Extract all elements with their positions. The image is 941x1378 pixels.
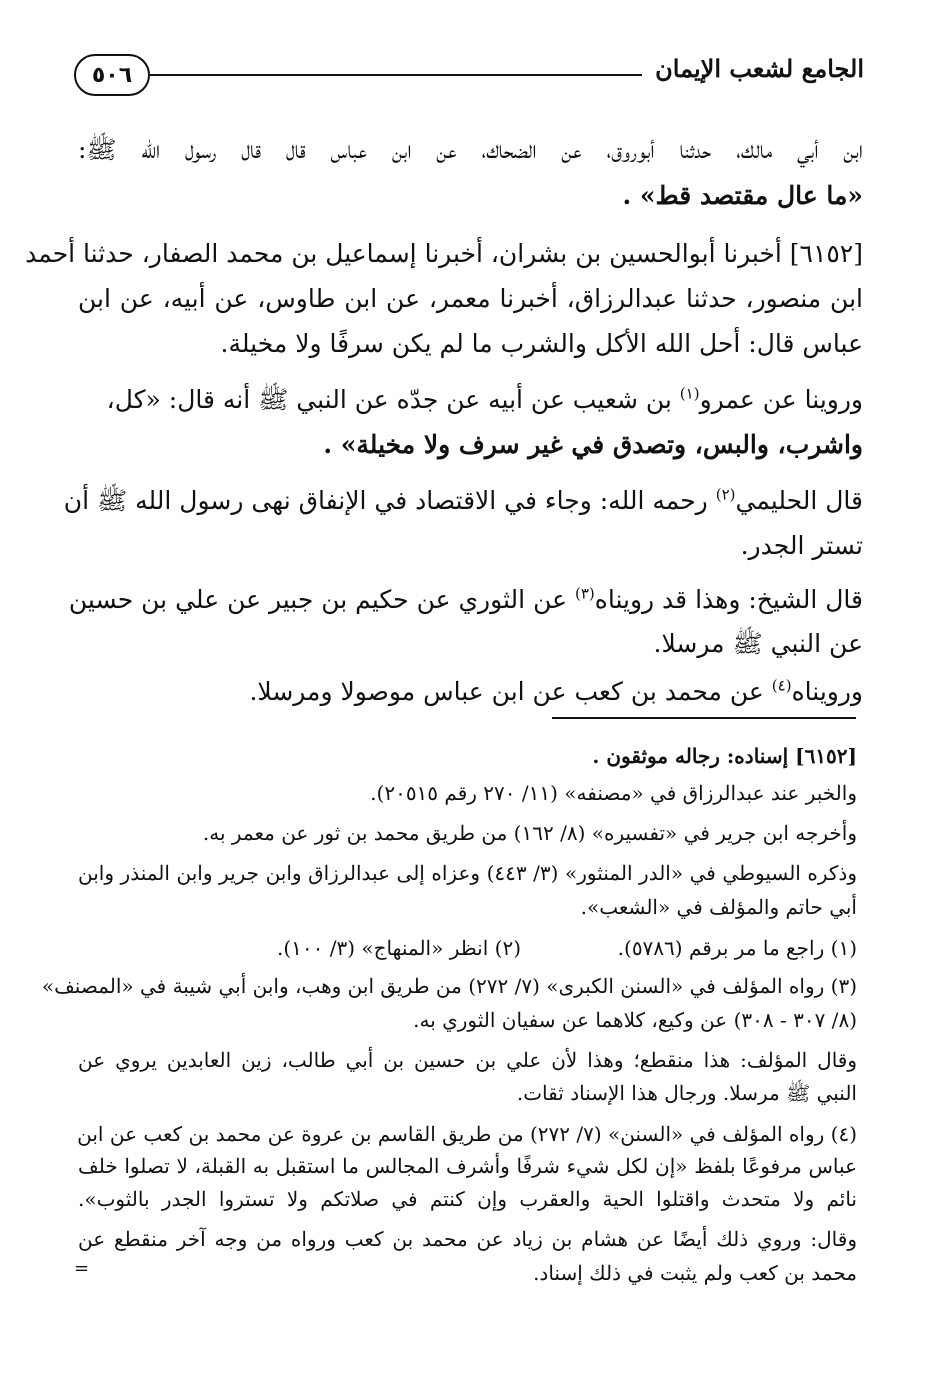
body-line: ابن أبي مالك، حدثنا أبوروق، عن الضحاك، عن ابن عباس قال قال رسول الله ﷺ: — [78, 135, 863, 164]
page-header — [74, 50, 864, 102]
footnote-line: (٣) رواه المؤلف في «السنن الكبرى» (٧/ ٢٧٢) من طريق ابن وهب، وابن أبي شيبة في «المصنف» — [41, 974, 857, 998]
body-line: ابن منصور، حدثنا عبدالرزاق، أخبرنا معمر، عن ابن طاوس، عن أبيه، عن ابن — [78, 284, 863, 313]
footnote-line: وأخرجه ابن جرير في «تفسيره» (٨/ ١٦٢) من طريق محمد بن ثور عن معمر به. — [202, 821, 857, 845]
continuation-mark: = — [74, 1258, 90, 1279]
body-line: قال الشيخ: وهذا قد رويناه$^{(٣)}$ عن الثوري عن حكيم بن جبير عن علي بن حسين — [68, 584, 863, 614]
body-line: [٦١٥٢] أخبرنا أبوالحسين بن بشران، أخبرنا إسماعيل بن محمد الصفار، حدثنا أحمد — [25, 239, 863, 268]
footnote-ref[interactable]: (٤) — [771, 676, 792, 695]
footnote-line: نائم ولا متحدث واقتلوا الحية والعقرب وإن كنتم في صلاتكم ولا تستروا الجدر بالثوب». — [78, 1187, 857, 1211]
footnote-line: (٤) رواه المؤلف في «السنن» (٧/ ٢٧٢) من طريق القاسم بن عروة عن محمد بن كعب عن ابن — [77, 1122, 857, 1146]
body-line: قال الحليمي$^{(٢)}$ رحمه الله: وجاء في الاقتصاد في الإنفاق نهى رسول الله ﷺ أن — [63, 485, 863, 515]
footnote-ref[interactable]: (٣) — [574, 584, 595, 603]
footnote-1: (١) راجع ما مر برقم (٥٧٨٦). — [617, 936, 857, 960]
body-line: «ما عال مقتصد قط» . — [622, 181, 863, 210]
footnote-ref[interactable]: (٢) — [715, 485, 736, 504]
footnote-line: والخبر عند عبدالرزاق في «مصنفه» (١١/ ٢٧٠ رقم ٢٠٥١٥). — [370, 781, 857, 805]
footnote-line: النبي ﷺ مرسلا. ورجال هذا الإسناد ثقات. — [516, 1081, 857, 1105]
body-line: واشرب، والبس، وتصدق في غير سرف ولا مخيلة» . — [323, 430, 863, 459]
book-title: الجامع لشعب الإيمان — [655, 54, 864, 83]
body-line: وروينا عن عمرو$^{(١)}$ بن شعيب عن أبيه عن جدّه عن النبي ﷺ أنه قال: «كل، — [106, 384, 863, 414]
header-rule — [150, 74, 642, 76]
footnote-ref[interactable]: (١) — [679, 384, 700, 403]
footnote-line: [٦١٥٢] إسناده: رجاله موثقون . — [592, 744, 857, 768]
footnote-line: وقال المؤلف: هذا منقطع؛ وهذا لأن علي بن حسين بن أبي طالب، زين العابدين يروي عن — [78, 1048, 857, 1072]
body-line: عباس قال: أحل الله الأكل والشرب ما لم يكن سرفًا ولا مخيلة. — [220, 329, 863, 358]
footnote-line: عباس مرفوعًا بلفظ «إن لكل شيء شرفًا وأشرف المجالس ما استقبل به القبلة، لا تصلوا خلف — [78, 1154, 857, 1178]
footnote-line: (٨/ ٣٠٧ - ٣٠٨) عن وكيع، كلاهما عن سفيان الثوري به. — [413, 1008, 857, 1032]
footnote-line: محمد بن كعب ولم يثبت في ذلك إسناد. — [533, 1261, 857, 1285]
footnote-line: وقال: وروي ذلك أيضًا عن هشام بن زياد عن محمد بن كعب ورواه من وجه آخر منقطع عن — [78, 1227, 857, 1251]
footnote-separator — [552, 717, 856, 719]
footnote-2: (٢) انظر «المنهاج» (٣/ ١٠٠). — [276, 936, 521, 960]
body-line: عن النبي ﷺ مرسلا. — [653, 629, 863, 658]
footnote-line: وذكره السيوطي في «الدر المنثور» (٣/ ٤٤٣) وعزاه إلى عبدالرزاق وابن جرير وابن المنذر وابن — [78, 861, 857, 885]
body-line: تستر الجدر. — [740, 531, 863, 560]
footnote-line: أبي حاتم والمؤلف في «الشعب». — [580, 895, 857, 919]
body-line: ورويناه$^{(٤)}$ عن محمد بن كعب عن ابن عباس موصولا ومرسلا. — [249, 676, 863, 706]
page-number: ٥٠٦ — [74, 54, 150, 96]
